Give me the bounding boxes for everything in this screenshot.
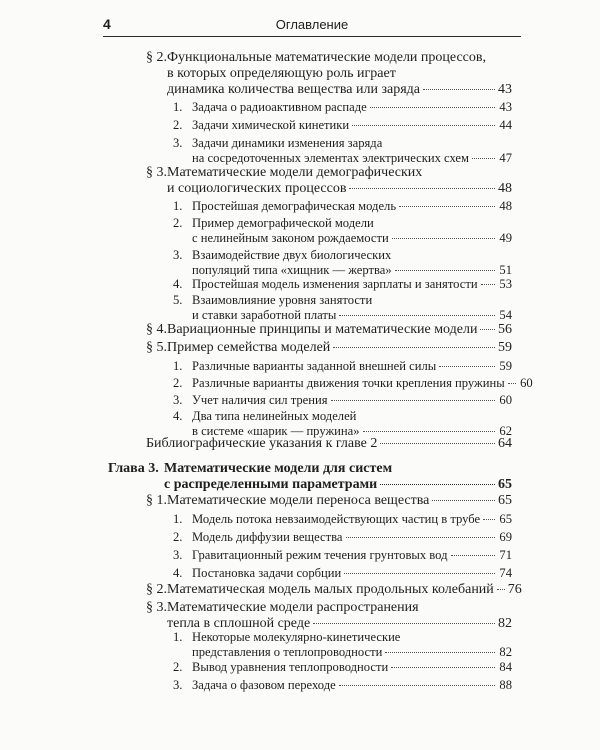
toc-page-number: 76	[507, 582, 522, 597]
toc-entry-number: 2.	[173, 660, 183, 674]
toc-entry-title: Математические модели демографических	[167, 165, 423, 180]
toc-entry-title: Функциональные математические модели процессов,	[167, 50, 487, 65]
toc-page-number: 65	[498, 493, 512, 508]
toc-page-number: 59	[499, 359, 512, 373]
toc-subsection	[173, 216, 512, 246]
toc-entry-number: § 5.	[146, 340, 167, 355]
toc-subsection	[173, 248, 512, 278]
toc-subsection	[173, 409, 512, 439]
toc-entry-title: Пример демографической модели	[192, 216, 374, 230]
toc-page-number: 43	[499, 100, 512, 114]
toc-section	[146, 322, 512, 338]
toc-entry-number: 3.	[173, 548, 183, 562]
dot-leader	[339, 315, 495, 316]
toc-subsection	[173, 630, 512, 660]
dot-leader	[380, 484, 495, 485]
toc-chapter	[108, 461, 512, 493]
dot-leader	[380, 443, 495, 444]
toc-page-number: 65	[499, 512, 512, 526]
toc-subsection	[173, 118, 512, 133]
dot-leader	[370, 107, 495, 108]
toc-entry-title: Математическая модель малых продольных колебаний	[167, 582, 494, 597]
running-title: Оглавление	[275, 17, 349, 32]
toc-entry-number: § 1.	[146, 493, 167, 508]
toc-subsection	[173, 293, 512, 323]
toc-page-number: 43	[498, 82, 512, 97]
toc-entry-number: 4.	[173, 277, 183, 291]
toc-page-number: 60	[499, 393, 512, 407]
toc-entry-title: Взаимодействие двух биологических	[192, 248, 392, 262]
toc-entry-title: в системе «шарик — пружина»	[192, 424, 360, 438]
toc-entry-title: Пример семейства моделей	[167, 340, 331, 355]
toc-entry-number: 3.	[173, 136, 183, 150]
toc-subsection	[173, 100, 512, 115]
toc-entry-title: Задача о фазовом переходе	[192, 678, 336, 692]
toc-entry-number: § 2.	[146, 582, 167, 597]
dot-leader	[333, 347, 495, 348]
dot-leader	[483, 519, 495, 520]
toc-page-number: 51	[499, 263, 512, 277]
toc-entry-title: Математические модели для систем	[164, 461, 393, 476]
toc-page-number: 71	[499, 548, 512, 562]
toc-entry-title: динамика количества вещества или заряда	[167, 82, 420, 97]
toc-page-number: 82	[499, 645, 512, 659]
toc-entry-title: Постановка задачи сорбции	[192, 566, 342, 580]
toc-entry-title: Простейшая демографическая модель	[192, 199, 397, 213]
toc-subsection	[173, 199, 512, 214]
toc-entry-number: § 3.	[146, 165, 167, 180]
toc-entry-number: 1.	[173, 100, 183, 114]
toc-section	[146, 600, 512, 632]
dot-leader	[472, 158, 495, 159]
toc-page-number: 53	[499, 277, 512, 291]
toc-bibliography	[146, 436, 512, 452]
toc-entry-number: 2.	[173, 376, 183, 390]
toc-entry-title: Задачи динамики изменения заряда	[192, 136, 383, 150]
toc-entry-number: 2.	[173, 118, 183, 132]
toc-entry-title: Математические модели распространения	[167, 600, 419, 615]
toc-page-number: 65	[498, 477, 512, 492]
toc-entry-title: Различные варианты заданной внешней силы	[192, 359, 437, 373]
dot-leader	[385, 652, 495, 653]
dot-leader	[508, 383, 516, 384]
toc-entry-number: 1.	[173, 630, 183, 644]
toc-entry-number: 1.	[173, 199, 183, 213]
toc-entry-title: Два типа нелинейных моделей	[192, 409, 357, 423]
dot-leader	[391, 667, 495, 668]
toc-entry-number: 5.	[173, 293, 183, 307]
dot-leader	[331, 400, 495, 401]
toc-page-number: 59	[498, 340, 512, 355]
toc-entry-title: популяций типа «хищник — жертва»	[192, 263, 392, 277]
toc-entry-title: и социологических процессов	[167, 181, 347, 196]
toc-subsection	[173, 136, 512, 166]
dot-leader	[392, 238, 495, 239]
dot-leader	[432, 500, 495, 501]
toc-entry-title: Вывод уравнения теплопроводности	[192, 660, 389, 674]
page-header	[103, 14, 521, 37]
toc-entry-number: 4.	[173, 566, 183, 580]
toc-entry-title: Задача о радиоактивном распаде	[192, 100, 367, 114]
dot-leader	[349, 188, 495, 189]
toc-entry-title: Вариационные принципы и математические модели	[167, 322, 478, 337]
toc-section	[146, 50, 512, 98]
toc-entry-number: § 2.	[146, 50, 167, 65]
dot-leader	[352, 125, 495, 126]
toc-subsection	[173, 660, 512, 675]
toc-entry-number: 1.	[173, 359, 183, 373]
dot-leader	[339, 685, 495, 686]
toc-entry-title: Математические модели переноса вещества	[167, 493, 430, 508]
dot-leader	[363, 431, 495, 432]
toc-page-number: 47	[499, 151, 512, 165]
toc-entry-number: 2.	[173, 530, 183, 544]
toc-entry-title: Гравитационный режим течения грунтовых вод	[192, 548, 448, 562]
dot-leader	[451, 555, 495, 556]
toc-entry-title: в которых определяющую роль играет	[167, 66, 396, 81]
toc-subsection	[173, 530, 512, 545]
toc-page-number: 60	[520, 376, 533, 390]
toc-entry-title: Модель потока невзаимодействующих частиц в трубе	[192, 512, 481, 526]
toc-subsection	[173, 548, 512, 563]
toc-entry-title: Учет наличия сил трения	[192, 393, 328, 407]
toc-page-number: 49	[499, 231, 512, 245]
toc-page-number: 88	[499, 678, 512, 692]
dot-leader	[399, 206, 495, 207]
toc-entry-number: § 4.	[146, 322, 167, 337]
toc-entry-title: с нелинейным законом рождаемости	[192, 231, 389, 245]
dot-leader	[480, 329, 495, 330]
toc-entry-number: 2.	[173, 216, 183, 230]
toc-subsection	[173, 512, 512, 527]
toc-entry-number: 1.	[173, 512, 183, 526]
dot-leader	[346, 537, 496, 538]
toc-entry-number: 3.	[173, 678, 183, 692]
dot-leader	[481, 284, 495, 285]
toc-page-number: 62	[499, 424, 512, 438]
toc-entry-title: и ставки заработной платы	[192, 308, 337, 322]
toc-entry-title: на сосредоточенных элементах электрических схем	[192, 151, 469, 165]
toc-entry-title: Простейшая модель изменения зарплаты и занятости	[192, 277, 478, 291]
toc-section	[146, 582, 522, 598]
toc-subsection	[173, 393, 512, 408]
dot-leader	[497, 589, 505, 590]
toc-subsection	[173, 376, 533, 391]
toc-entry-title: представления о теплопроводности	[192, 645, 383, 659]
toc-entry-number: 3.	[173, 393, 183, 407]
toc-entry-title: Взаимовлияние уровня занятости	[192, 293, 373, 307]
toc-subsection	[173, 678, 512, 693]
toc-entry-title: Различные варианты движения точки крепления пружины	[192, 376, 505, 390]
toc-entry-number: § 3.	[146, 600, 167, 615]
toc-section	[146, 165, 512, 197]
page-number: 4	[103, 16, 111, 32]
toc-entry-title: тепла в сплошной среде	[167, 616, 311, 631]
toc-subsection	[173, 359, 512, 374]
dot-leader	[395, 270, 495, 271]
toc-subsection	[173, 277, 512, 292]
dot-leader	[313, 623, 495, 624]
toc-page-number: 74	[499, 566, 512, 580]
toc-page-number: 82	[498, 616, 512, 631]
toc-page-number: 64	[498, 436, 512, 451]
toc-entry-number: 3.	[173, 248, 183, 262]
toc-subsection	[173, 566, 512, 581]
toc-entry-number: 4.	[173, 409, 183, 423]
toc-page-number: 48	[499, 199, 512, 213]
toc-page-number: 84	[499, 660, 512, 674]
toc-entry-title: Задачи химической кинетики	[192, 118, 350, 132]
toc-entry-title: Некоторые молекулярно-кинетические	[192, 630, 401, 644]
dot-leader	[344, 573, 495, 574]
toc-page-number: 48	[498, 181, 512, 196]
dot-leader	[439, 366, 495, 367]
toc-page-number: 54	[499, 308, 512, 322]
toc-entry-title: Модель диффузии вещества	[192, 530, 343, 544]
toc-entry-title: с распределенными параметрами	[164, 477, 378, 492]
toc-section	[146, 340, 512, 356]
toc-entry-title: Библиографические указания к главе 2	[146, 436, 378, 451]
toc-entry-number: Глава 3.	[108, 461, 159, 476]
toc-section	[146, 493, 512, 509]
dot-leader	[423, 89, 495, 90]
toc-page-number: 56	[498, 322, 512, 337]
toc-page-number: 69	[499, 530, 512, 544]
toc-page-number: 44	[499, 118, 512, 132]
